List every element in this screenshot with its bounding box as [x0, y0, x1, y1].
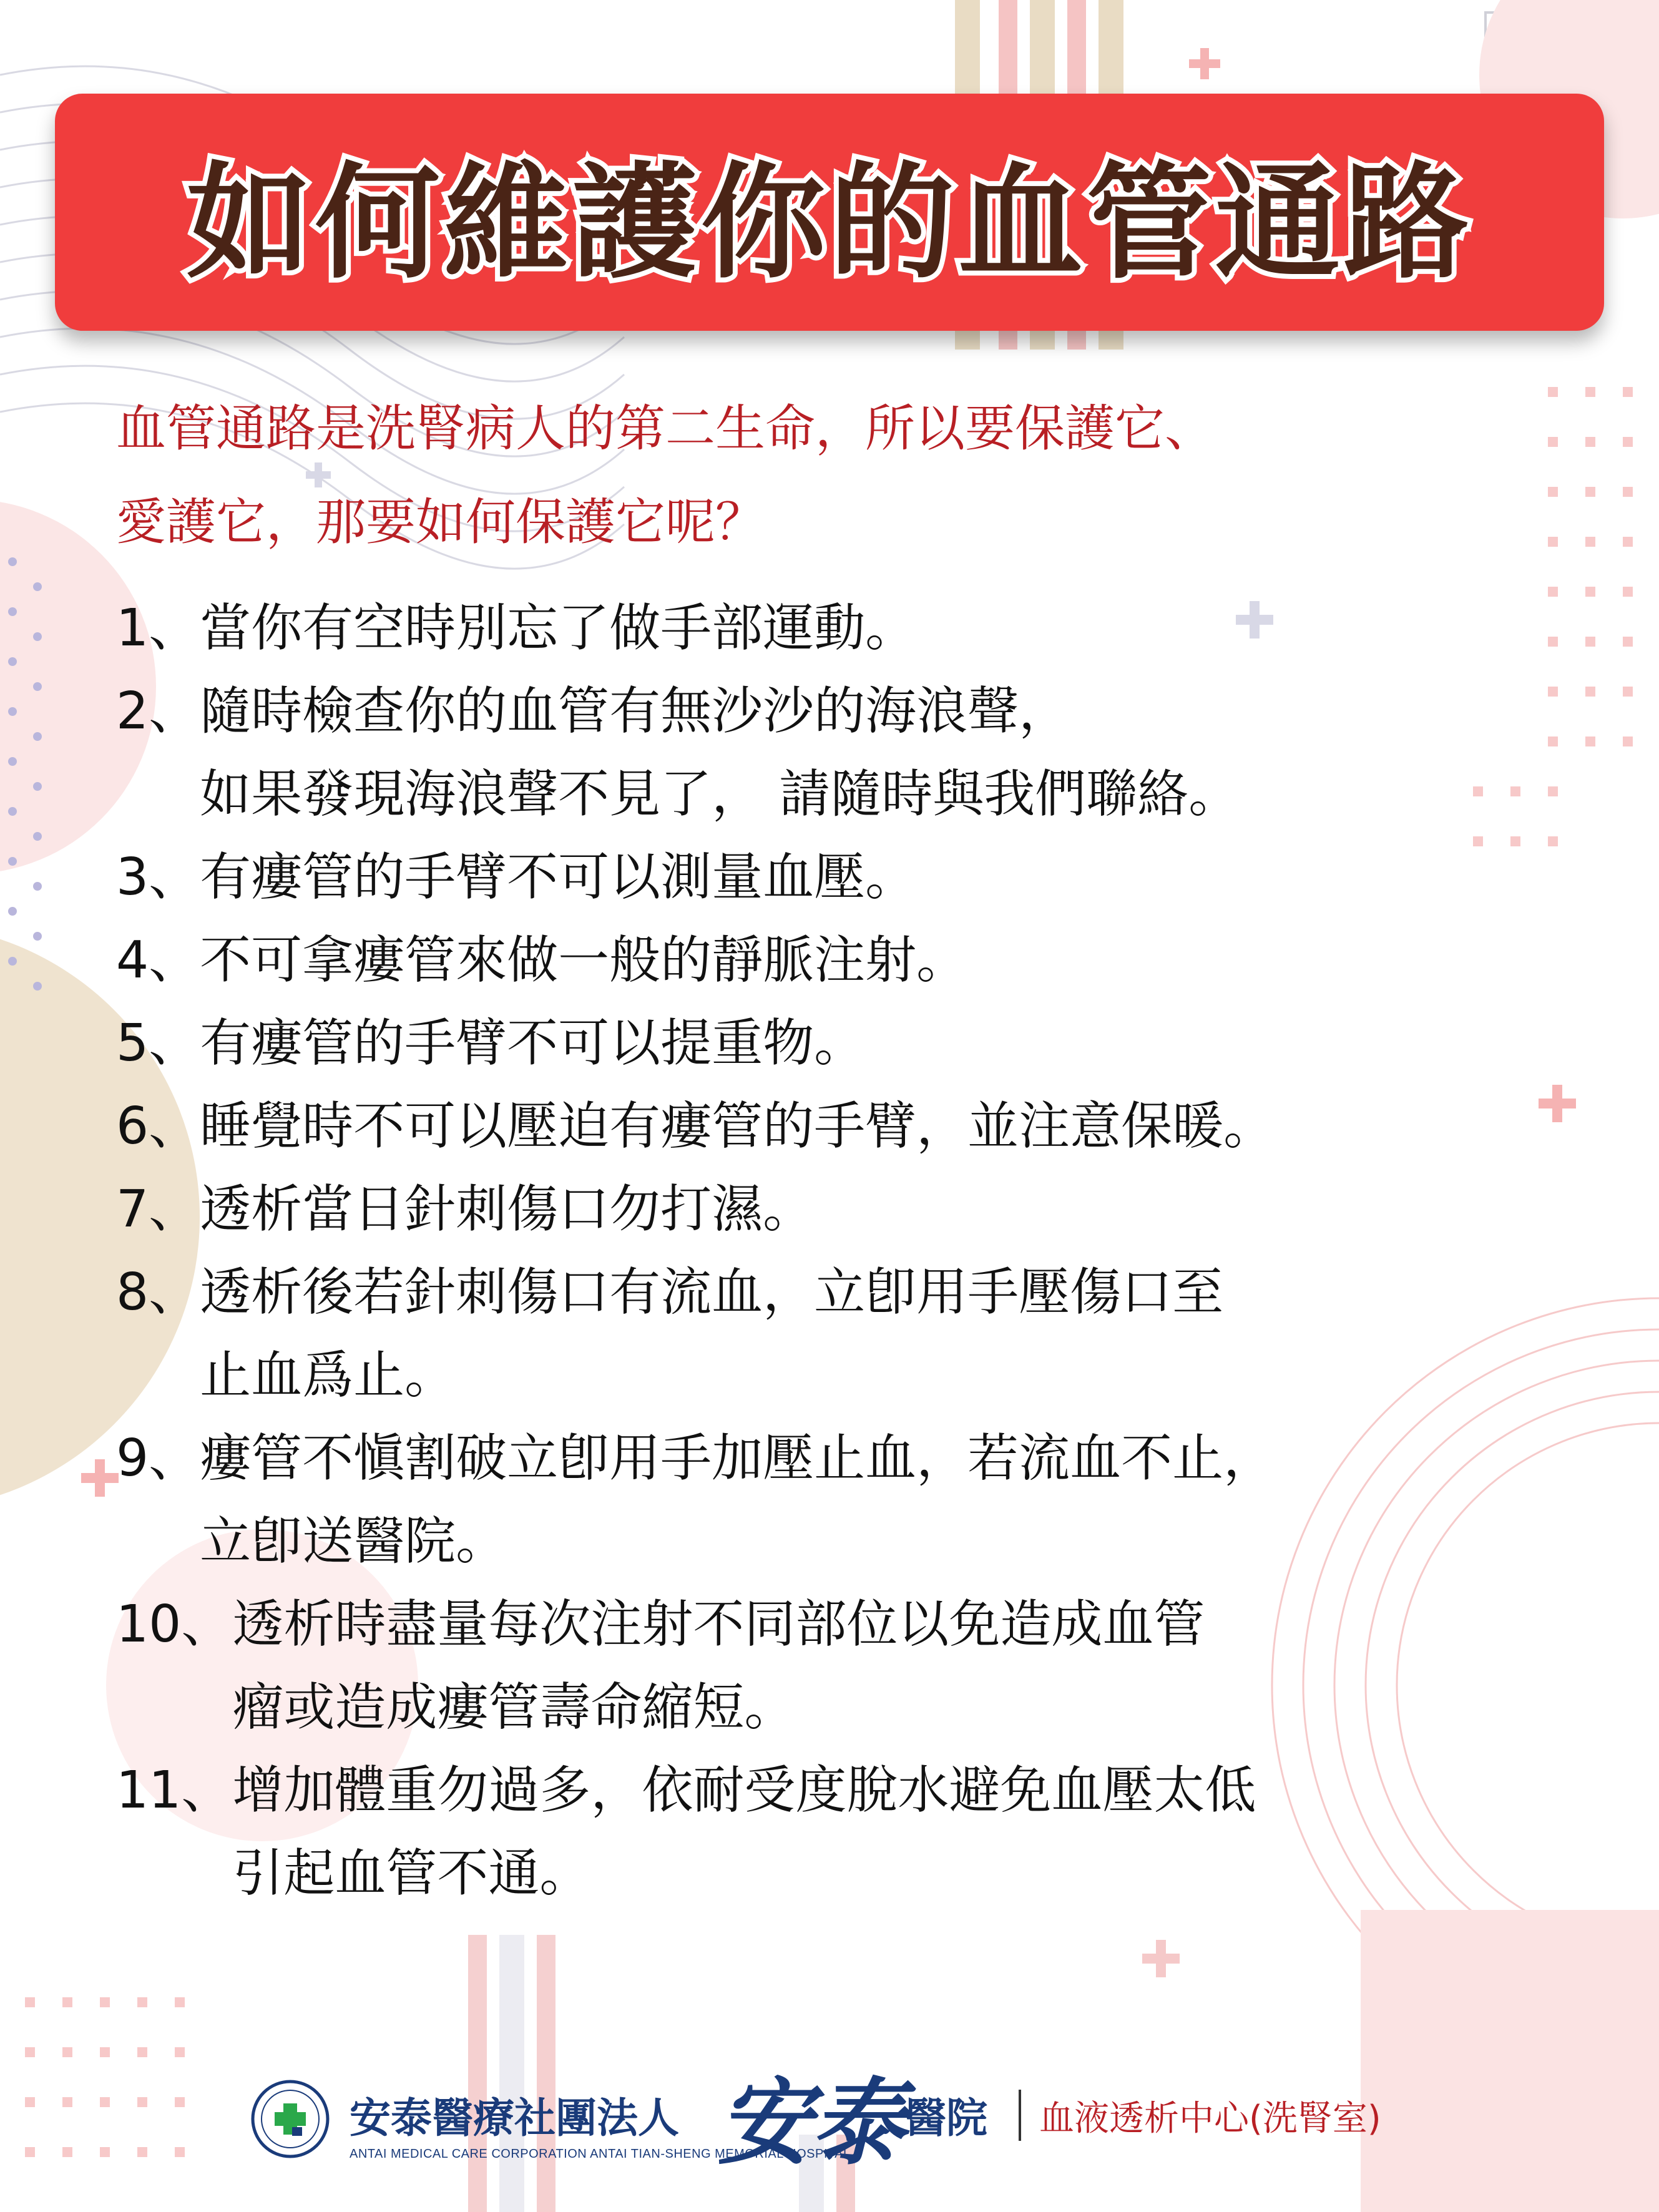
footer-org-name: 安泰醫療社團法人	[350, 2093, 679, 2142]
list-item	[116, 919, 1564, 1002]
item-text: 透析後若針刺傷口有流血，立卽用手壓傷口至 止血爲止。	[200, 1263, 1224, 1405]
item-number: 3、	[116, 848, 200, 907]
item-number: 10、	[116, 1595, 233, 1654]
footer-logo-script: 安泰	[718, 2068, 906, 2178]
item-number: 7、	[116, 1180, 200, 1239]
list-item	[116, 1168, 1564, 1251]
item-number: 11、	[116, 1761, 233, 1820]
item-text: 有瘻管的手臂不可以提重物。	[200, 1014, 866, 1073]
dot-grid-bottom-left	[25, 1997, 185, 2157]
item-text: 透析時盡量每次注射不同部位以免造成血管 瘤或造成瘻管壽命縮短。	[232, 1595, 1205, 1737]
rules-list	[116, 587, 1564, 1915]
intro-paragraph	[116, 382, 1520, 569]
item-text: 當你有空時別忘了做手部運動。	[200, 599, 917, 658]
item-number: 8、	[116, 1263, 200, 1322]
intro-line-2: 愛護它，那要如何保護它呢？	[116, 493, 765, 551]
item-text: 透析當日針刺傷口勿打濕。	[200, 1180, 815, 1239]
list-item	[116, 836, 1564, 919]
item-number: 9、	[116, 1429, 200, 1488]
item-text: 瘻管不愼割破立卽用手加壓止血，若流血不止， 立卽送醫院。	[200, 1429, 1275, 1571]
item-text: 不可拿瘻管來做一般的靜脈注射。	[200, 931, 968, 990]
item-number: 5、	[116, 1014, 200, 1073]
list-item	[116, 1583, 1564, 1749]
list-item	[116, 1417, 1564, 1583]
item-text: 睡覺時不可以壓迫有瘻管的手臂，並注意保暖。	[200, 1097, 1275, 1156]
item-text: 增加體重勿過多，依耐受度脫水避免血壓太低 引起血管不通。	[232, 1761, 1256, 1903]
footer	[250, 2047, 1498, 2178]
item-text: 隨時檢查你的血管有無沙沙的海浪聲， 如果發現海浪聲不見了， 請隨時與我們聯絡。	[200, 682, 1240, 824]
list-item	[116, 670, 1564, 836]
list-item	[116, 1002, 1564, 1085]
footer-hospital-label: 醫院	[905, 2093, 987, 2142]
item-number: 1、	[116, 599, 200, 658]
footer-english-name: ANTAI MEDICAL CARE CORPORATION ANTAI TIAN-SHENG MEMORIAL HOSPITAL	[350, 2147, 851, 2161]
footer-department: 血液透析中心(洗腎室)	[1039, 2098, 1381, 2139]
item-number: 6、	[116, 1097, 200, 1156]
list-item	[116, 587, 1564, 670]
hospital-cross-emblem-icon	[250, 2078, 331, 2160]
list-item	[116, 1251, 1564, 1417]
list-item	[116, 1749, 1564, 1915]
item-number: 2、	[116, 682, 200, 741]
title-banner	[55, 94, 1604, 331]
intro-line-1: 血管通路是洗腎病人的第二生命，所以要保護它、	[116, 399, 1215, 458]
page-title: 如何維護你的血管通路	[186, 150, 1472, 296]
item-number: 4、	[116, 931, 200, 990]
footer-divider	[1019, 2090, 1021, 2141]
list-item	[116, 1085, 1564, 1168]
item-text: 有瘻管的手臂不可以測量血壓。	[200, 848, 917, 907]
